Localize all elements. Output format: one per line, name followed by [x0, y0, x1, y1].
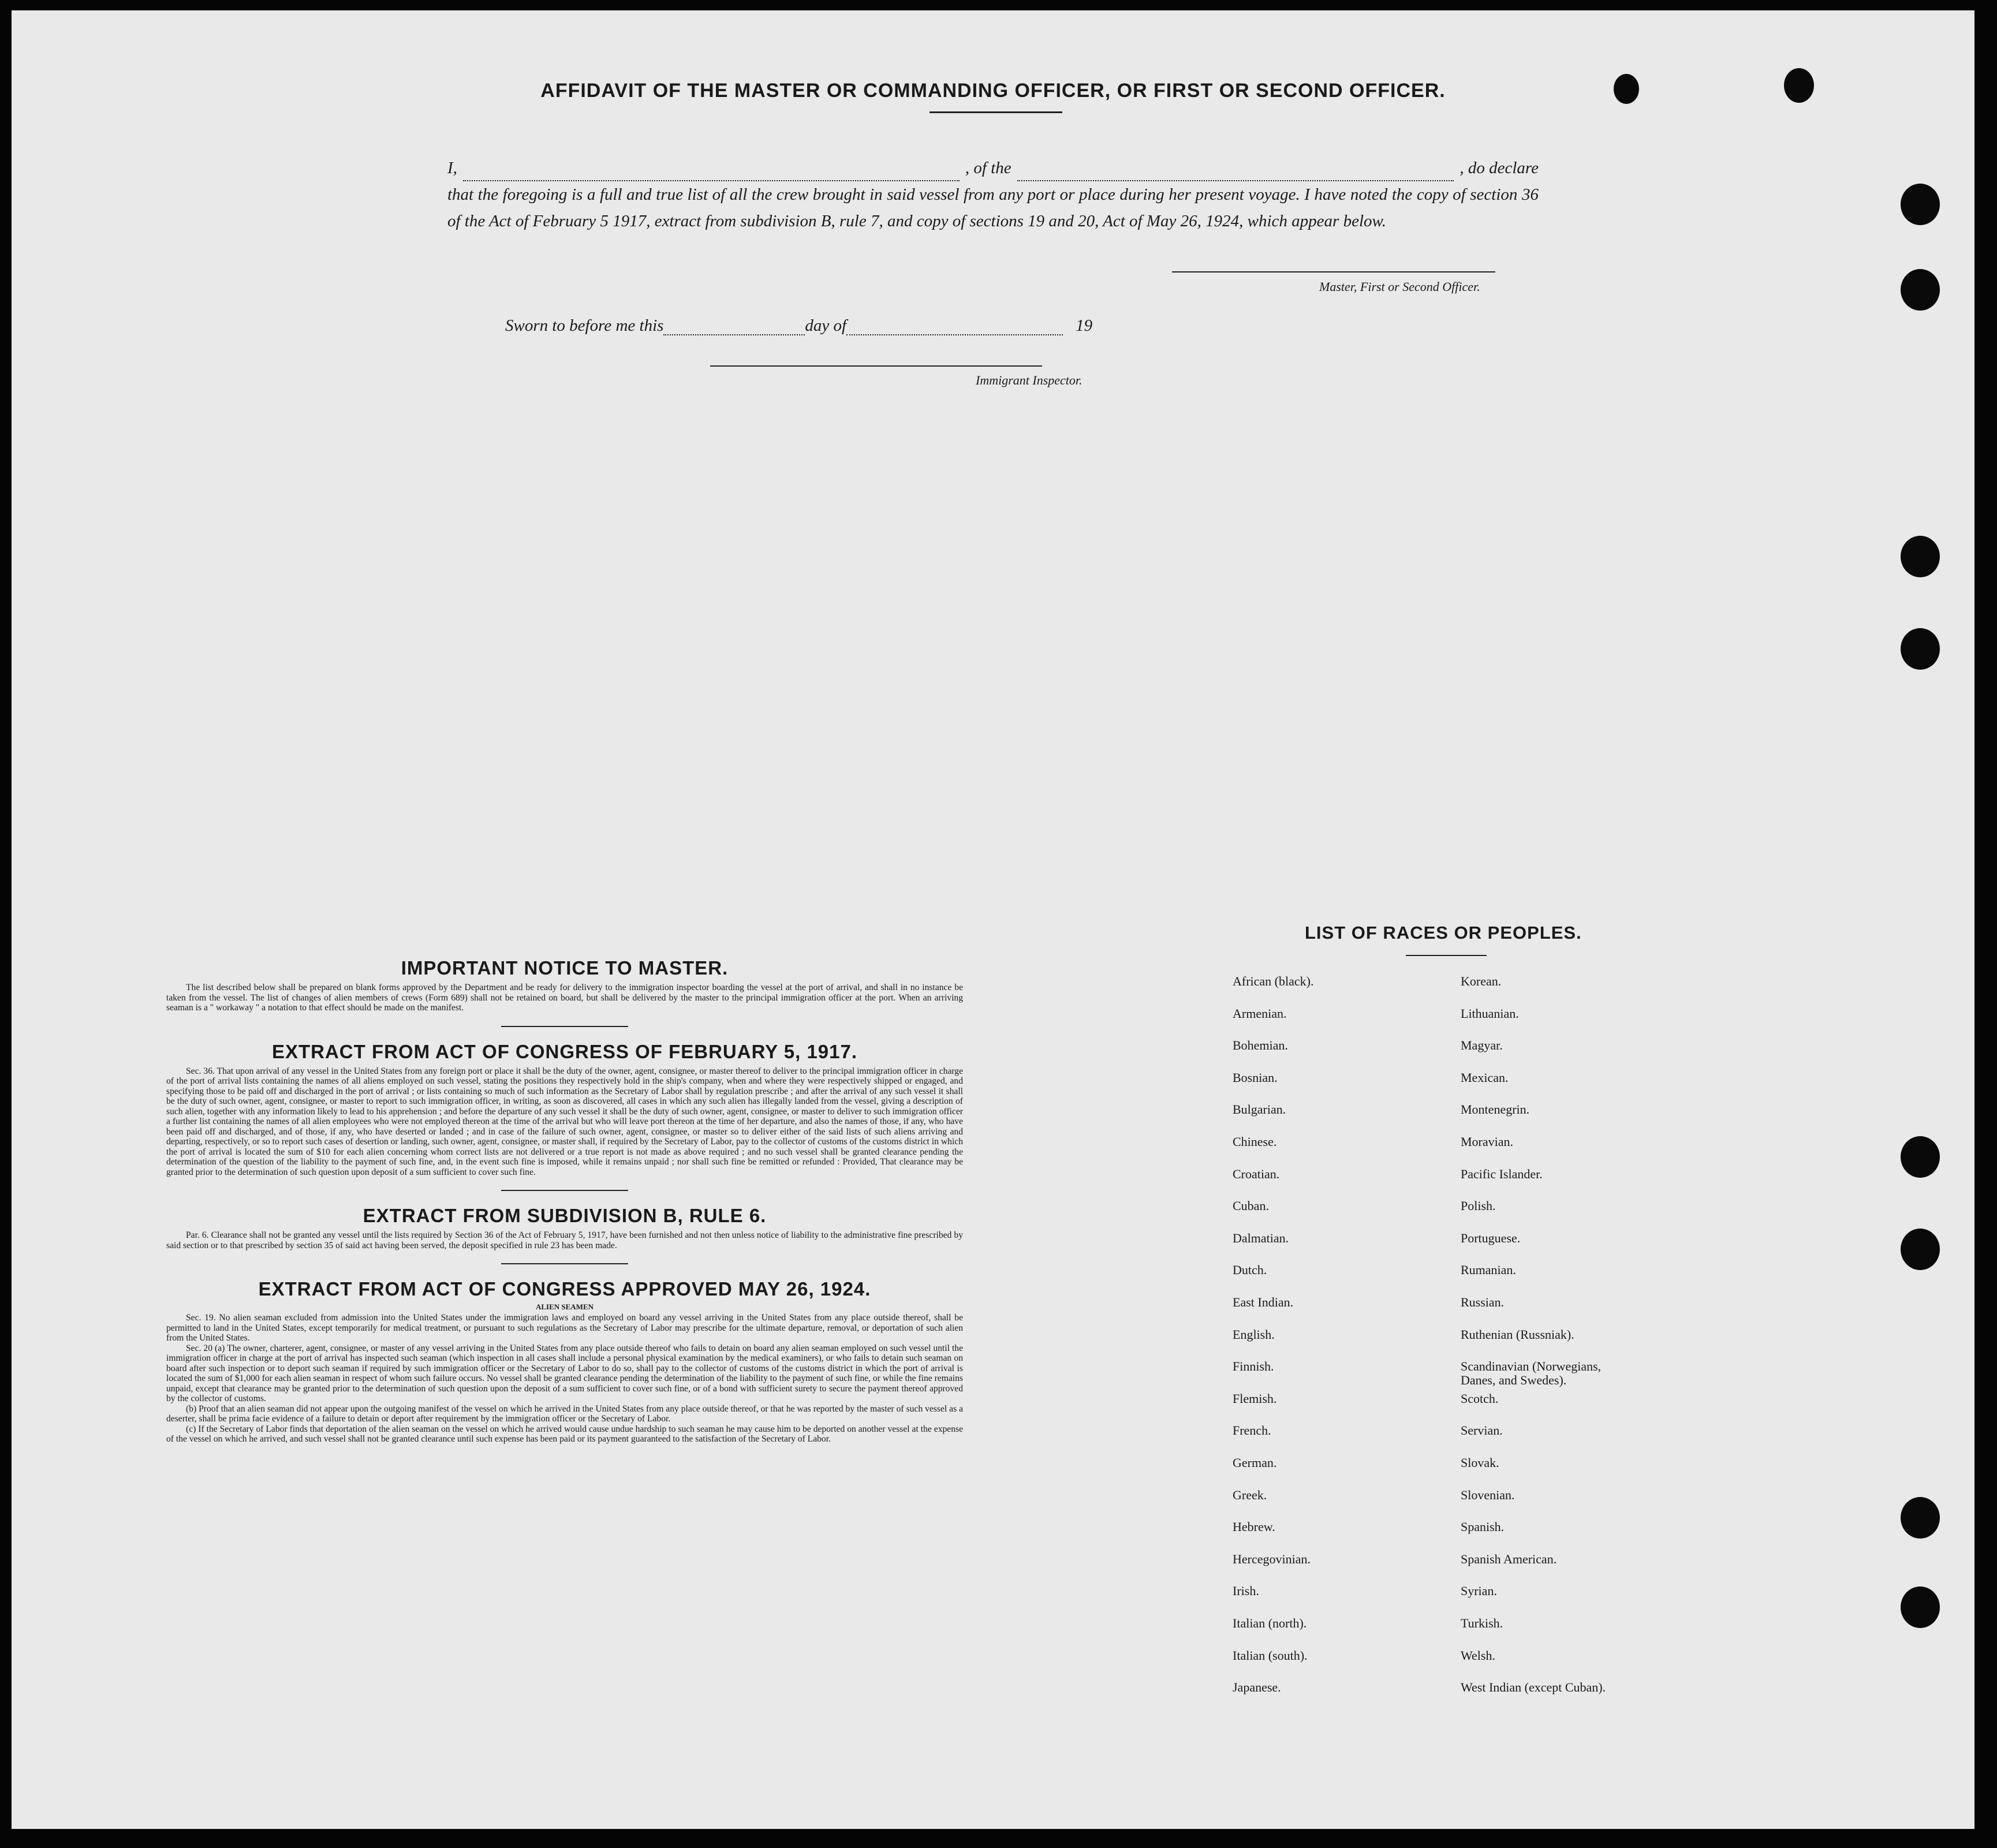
race-item: Moravian. — [1461, 1134, 1514, 1149]
race-item: Slovak. — [1461, 1455, 1499, 1470]
punch-hole — [1901, 1229, 1940, 1270]
race-item: Chinese. — [1233, 1134, 1277, 1149]
race-item: Mexican. — [1461, 1070, 1509, 1085]
race-item: German. — [1233, 1455, 1277, 1470]
declaration-block — [447, 155, 1539, 234]
race-item: Finnish. — [1233, 1359, 1274, 1374]
extract-1917-body — [166, 1066, 963, 1178]
race-item: Servian. — [1461, 1423, 1503, 1438]
races-title: LIST OF RACES OR PEOPLES. — [1305, 923, 1582, 943]
races-underline — [1406, 955, 1487, 956]
affidavit-title: AFFIDAVIT OF THE MASTER OR COMMANDING OFFICER, OR FIRST OR SECOND OFFICER. — [540, 80, 1446, 102]
vessel-blank — [1017, 163, 1454, 181]
race-item: Syrian. — [1461, 1584, 1497, 1599]
sec19-text: Sec. 19. No alien seaman excluded from admission into the United States under the immigration laws and employed on board any vessel arriving in the United States from any place outside thereof, shall be permitted to land in the United States, except temporarily for medical treatment, or pursuant to such regulations as the Secretary of Labor may prescribe for the ultimate departure, removal, or deportation of such alien from the United States. — [166, 1313, 963, 1343]
punch-hole — [1901, 1497, 1940, 1539]
sworn-prefix: Sworn to before me this — [505, 316, 664, 335]
divider — [501, 1026, 628, 1027]
document-page — [12, 10, 1974, 1829]
of-the-label: , of the — [965, 159, 1011, 177]
punch-hole — [1901, 628, 1940, 670]
race-item: Flemish. — [1233, 1391, 1277, 1406]
race-item: Korean. — [1461, 974, 1502, 988]
notice-body — [166, 983, 963, 1013]
name-blank — [463, 163, 960, 181]
extract-1917-title: EXTRACT FROM ACT OF CONGRESS OF FEBRUARY 5, 1917. — [271, 1040, 858, 1062]
race-item: Montenegrin. — [1461, 1102, 1530, 1117]
notice-title: IMPORTANT NOTICE TO MASTER. — [401, 957, 729, 979]
inspector-caption: Immigrant Inspector. — [976, 373, 1083, 387]
race-item: Scotch. — [1461, 1391, 1499, 1406]
race-item: Greek. — [1233, 1487, 1267, 1502]
punch-hole — [1901, 1136, 1940, 1178]
title-underline — [930, 111, 1062, 113]
race-item: French. — [1233, 1423, 1271, 1438]
race-item: English. — [1233, 1327, 1275, 1342]
race-item: Polish. — [1461, 1199, 1496, 1214]
race-item: Japanese. — [1233, 1680, 1281, 1695]
sec20a-text: Sec. 20 (a) The owner, charterer, agent, consignee, or master of any vessel arriving in the United States from any place outside thereof who fails to detain on board any alien seaman employed on such vessel until the immigration officer in charge at the port of arrival has inspected such seaman (which inspection in all cases shall include a personal physical examination by the medical examiners), or who fails to detain such seaman on board after such inspection or to deport such seaman if required by such immigration officer or the Secretary of Labor to do so, shall pay to the collector of customs of the customs district in which the port of arrival is located the sum of $1,000 for each alien seaman in respect of whom such failure occurs. No vessel shall be granted clearance pending the determination of the liability to the payment of such fine, or while the fine remains unpaid, except that clearance may be granted prior to the determination of such question upon the deposit of a sum sufficient to cover such fine, or of a bond with sufficient surety to secure the payment thereof approved by the collector of customs. — [166, 1343, 963, 1403]
declaration-body: that the foregoing is a full and true list of all the crew brought in said vessel from any port or place during her present voyage. I have noted the copy of section 36 of the Act of February 5 1917, extract from subdivision B, rule 7, and copy of sections 19 and 20, Act of May 26, 1924, which appear below. — [447, 185, 1539, 230]
race-item: Cuban. — [1233, 1199, 1269, 1214]
signature-line — [1172, 271, 1495, 272]
race-item: Slovenian. — [1461, 1487, 1515, 1502]
extract-1924-body — [166, 1313, 963, 1444]
race-item: Spanish American. — [1461, 1551, 1557, 1566]
race-item: Bosnian. — [1233, 1070, 1278, 1085]
divider — [501, 1190, 628, 1191]
race-item: Bohemian. — [1233, 1038, 1288, 1053]
race-item: Dutch. — [1233, 1263, 1267, 1278]
par6-text: Par. 6. Clearance shall not be granted any vessel until the lists required by Section 36 of the Act of February 5, 1917, have been furnished and not then unless notice of liability to the administrative fine prescribed by said section or to that prescribed by section 35 of said act having been served, the deposit specified in rule 23 has been made. — [166, 1230, 963, 1250]
subdivision-b-body — [166, 1230, 963, 1250]
subdivision-b-title: EXTRACT FROM SUBDIVISION B, RULE 6. — [363, 1205, 767, 1226]
sworn-year: 19 — [1076, 316, 1093, 335]
race-item: Rumanian. — [1461, 1263, 1516, 1278]
alien-seamen-subtitle: ALIEN SEAMEN — [535, 1302, 594, 1311]
sec20b-text: (b) Proof that an alien seaman did not appear upon the outgoing manifest of the vessel on which he arrived in the United States from any place outside thereof, or that he was reported by the master of such vessel as a deserter, shall be prima facie evidence of a failure to detain or deport after requirement by the immigration officer or the Secretary of Labor. — [166, 1403, 963, 1424]
declaration-start: I, — [447, 159, 457, 177]
sec20c-text: (c) If the Secretary of Labor finds that deportation of the alien seaman on the vessel on which he arrived would cause undue hardship to such seaman he may cause him to be deported on another vessel at the expense of the vessel on which he arrived, and such vessel shall not be granted clearance until such expense has been paid or its payment guaranteed to the satisfaction of the Secretary of Labor. — [166, 1424, 963, 1444]
race-item: Pacific Islander. — [1461, 1166, 1543, 1181]
race-item: Magyar. — [1461, 1038, 1503, 1053]
race-item: Scandinavian (Norwegians, Danes, and Swedes). — [1461, 1359, 1602, 1388]
race-item: Italian (north). — [1233, 1616, 1307, 1630]
race-item: Dalmatian. — [1233, 1230, 1289, 1245]
sworn-line — [505, 316, 1092, 335]
race-item: Turkish. — [1461, 1616, 1503, 1630]
race-item: Hebrew. — [1233, 1520, 1275, 1535]
extract-1924-title: EXTRACT FROM ACT OF CONGRESS APPROVED MAY 26, 1924. — [258, 1278, 871, 1300]
race-item: Russian. — [1461, 1295, 1505, 1309]
legal-column — [166, 957, 963, 1444]
race-item: Welsh. — [1461, 1648, 1495, 1663]
race-item: Spanish. — [1461, 1520, 1505, 1535]
signature-caption: Master, First or Second Officer. — [1319, 279, 1480, 294]
race-item: Armenian. — [1233, 1006, 1287, 1021]
race-item: Italian (south). — [1233, 1648, 1308, 1663]
sworn-day-label: day of — [805, 316, 847, 335]
race-item: West Indian (except Cuban). — [1461, 1680, 1606, 1695]
race-item: Hercegovinian. — [1233, 1551, 1311, 1566]
race-item: Croatian. — [1233, 1166, 1280, 1181]
sworn-day-blank — [663, 320, 805, 335]
race-item: East Indian. — [1233, 1295, 1294, 1309]
notice-text: The list described below shall be prepared on blank forms approved by the Department and be ready for delivery to the immigration inspector boarding the vessel at the port of arrival, and shall in no instance be taken from the vessel. The list of changes of alien members of crews (Form 689) shall not be retained on board, but shall be delivered by the master to the principal immigration officer at the port. When an arriving seaman is a " workaway " a notation to that effect should be made on the manifest. — [166, 983, 963, 1013]
race-item: Irish. — [1233, 1584, 1259, 1599]
punch-hole — [1901, 536, 1940, 577]
race-item: African (black). — [1233, 974, 1314, 988]
race-item: Ruthenian (Russniak). — [1461, 1327, 1574, 1342]
race-item: Bulgarian. — [1233, 1102, 1286, 1117]
race-item: Lithuanian. — [1461, 1006, 1519, 1021]
punch-hole — [1901, 269, 1940, 311]
sworn-month-blank — [846, 320, 1063, 335]
punch-hole — [1901, 1586, 1940, 1628]
race-item: Portuguese. — [1461, 1230, 1521, 1245]
punch-hole — [1901, 184, 1940, 225]
inspector-line — [710, 365, 1042, 367]
sec36-text: Sec. 36. That upon arrival of any vessel in the United States from any foreign port or place it shall be the duty of the owner, agent, consignee, or master thereof to deliver to the principal immigration officer in charge of the port of arrival lists containing the names of all aliens employed on such vessel, stating the positions they respectively hold in the ship's company, when and where they were respectively shipped or engaged, and specifying those to be paid off and discharged in the port of arrival ; or lists containing so much of such information as the Secretary of Labor shall by regulation prescribe ; and after the arrival of any such vessel it shall be the duty of such owner, agent, consignee, or master to report to such immigration officer, in writing, as soon as discovered, all cases in which any such alien has illegally landed from the vessel, giving a description of such alien, together with any information likely to lead to his apprehension ; and before the departure of any such vessel it shall be the duty of such owner, agent, consignee, or master to deliver to such immigration officer a further list containing the names of all alien employees who were not employed thereon at the time of the arrival but who will leave port thereon at the time of her departure, and also the names of those, if any, who have been paid off and discharged, and of those, if any, who have deserted or landed ; and in case of the failure of such owner, agent, consignee, or master so to deliver either of the said lists of such aliens arriving and departing, respectively, or so to report such cases of desertion or landing, such owner, agent, consignee, or master shall, if required by the Secretary of Labor, pay to the collector of customs of the customs district in which the port of arrival is located the sum of $10 for each alien concerning whom correct lists are not delivered or a true report is not made as above required ; and no such vessel shall be granted clearance pending the determination of the question of the liability to the payment of such fine, and, in the event such fine is imposed, while it remains unpaid ; nor shall such fine be remitted or refunded : Provided, That clearance may be granted prior to the determination of such question upon deposit of a sum sufficient to cover such fine. — [166, 1066, 963, 1177]
divider — [501, 1263, 628, 1264]
do-declare-label: , do declare — [1460, 159, 1539, 177]
